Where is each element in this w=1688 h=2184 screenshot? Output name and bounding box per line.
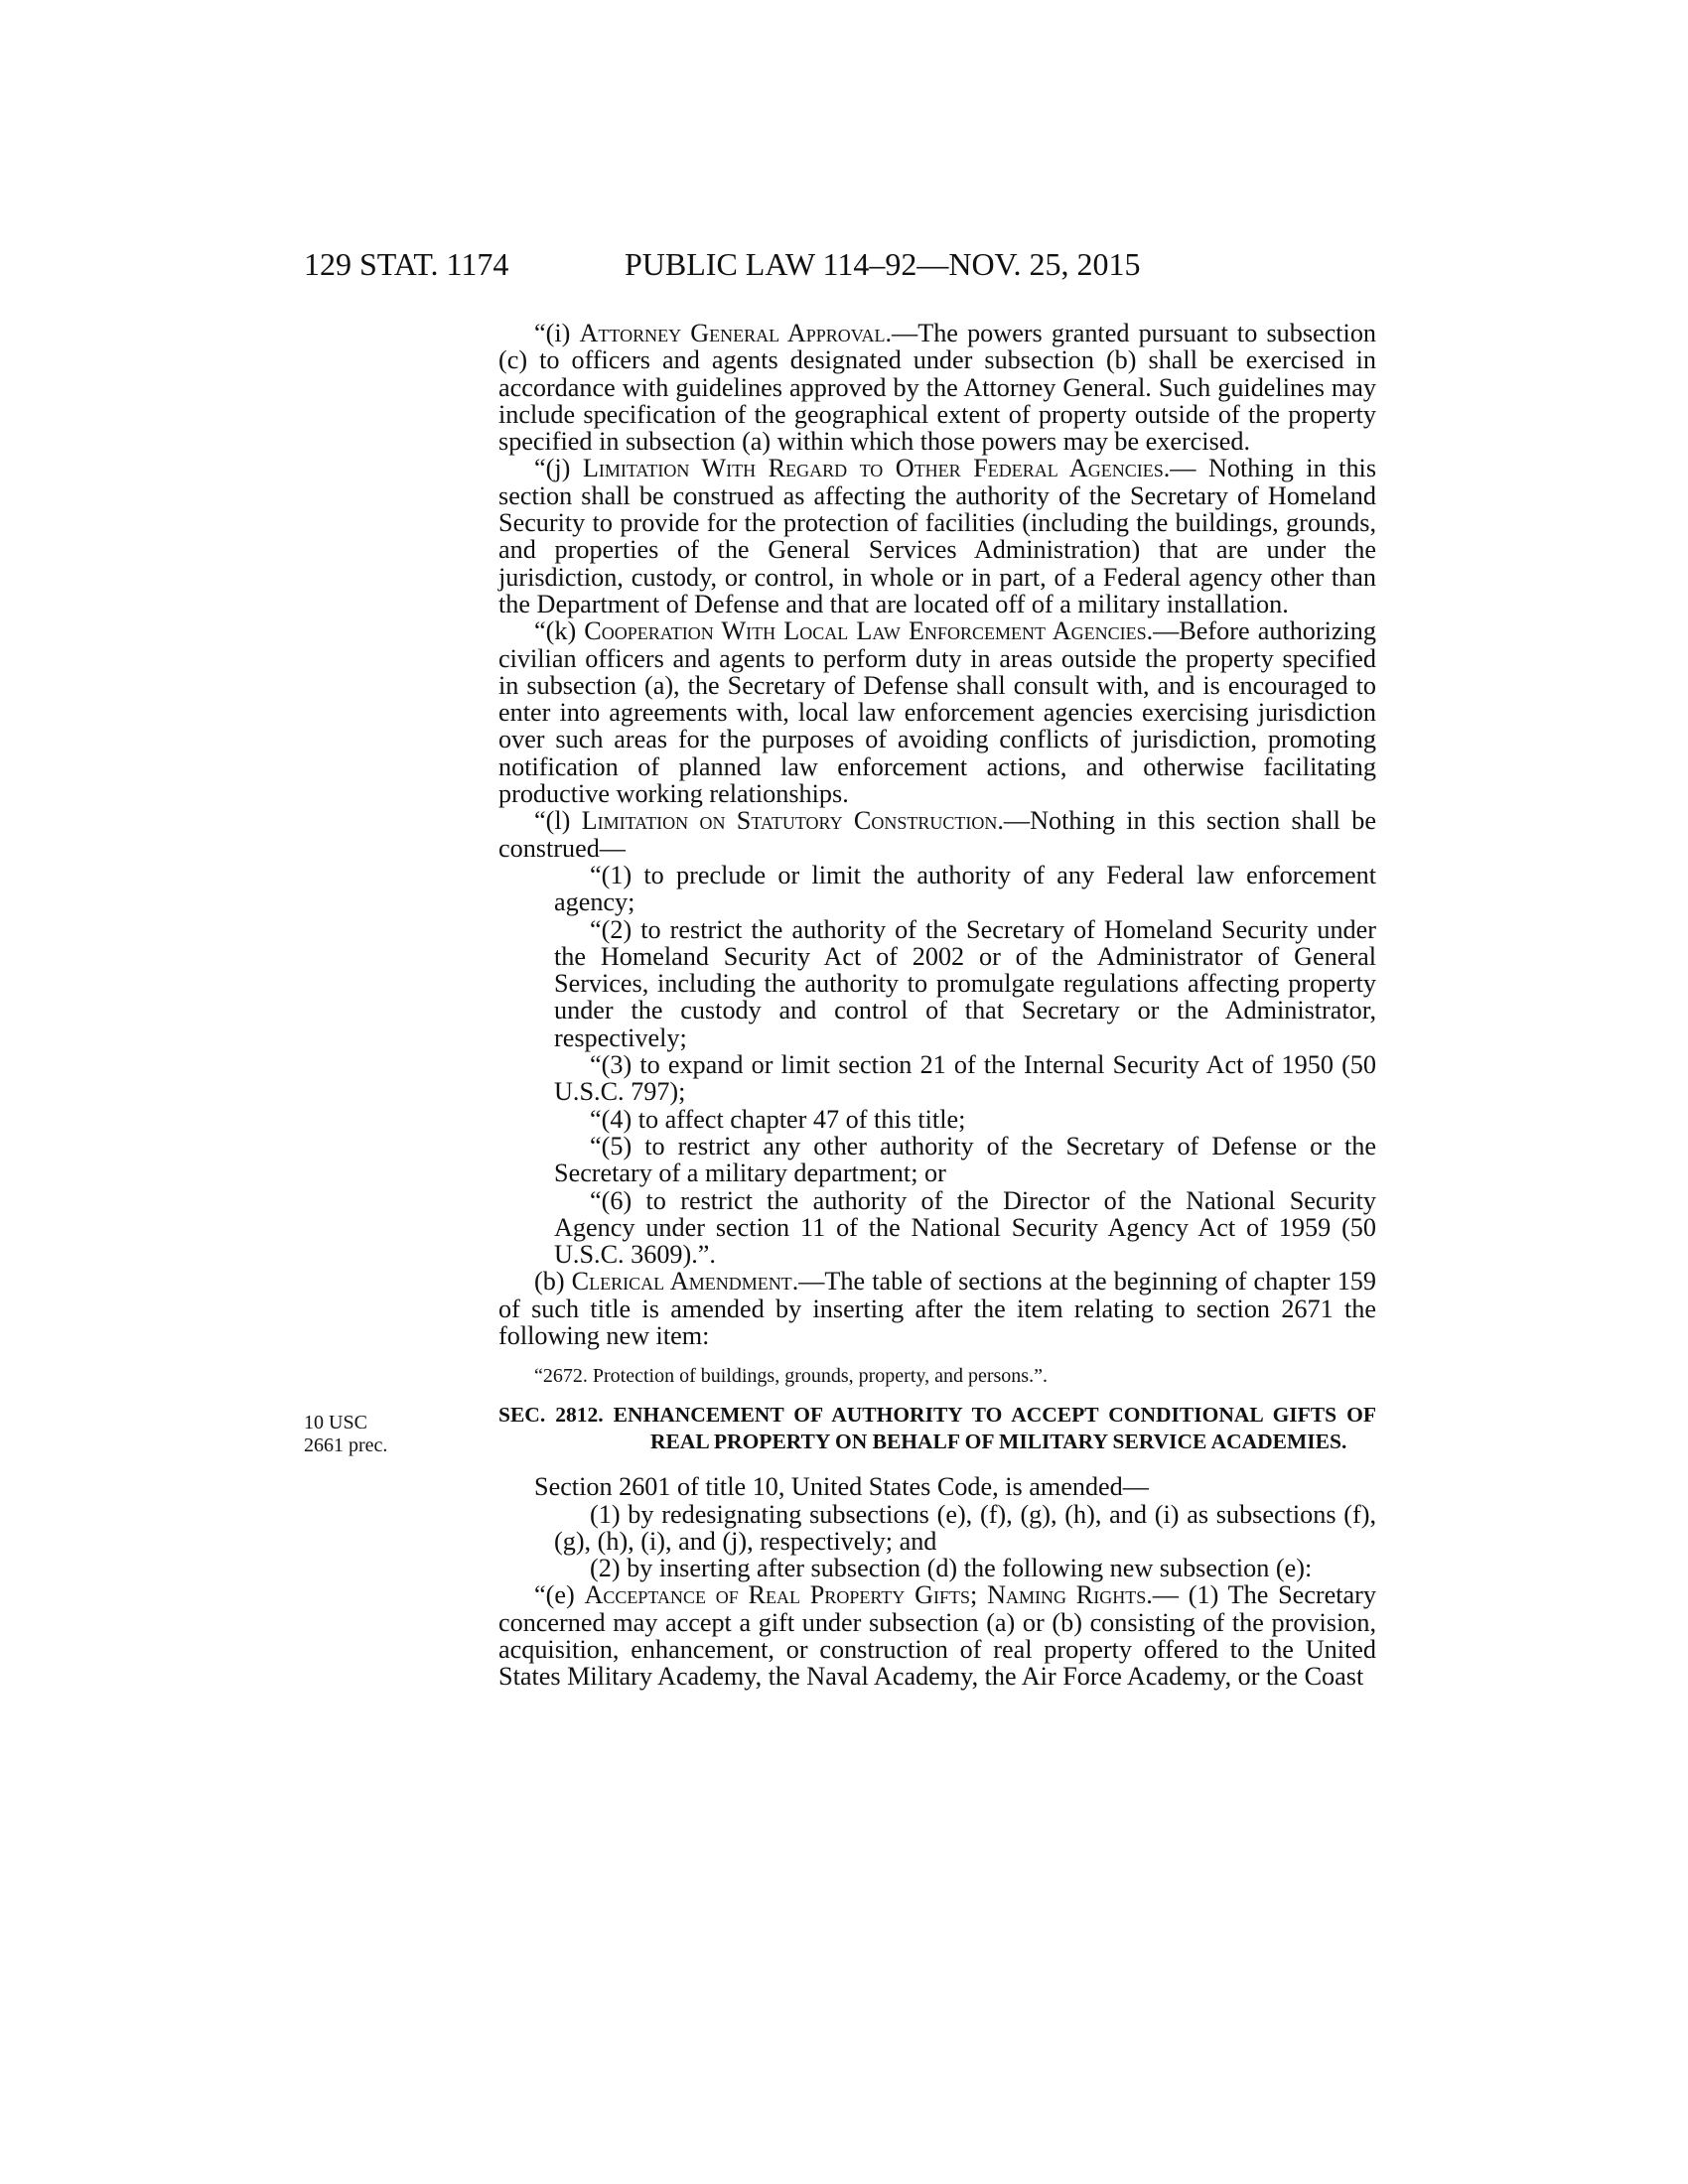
paragraph-l-4: “(4) to affect chapter 47 of this title; [590,1104,966,1134]
running-title: PUBLIC LAW 114–92—NOV. 25, 2015 [625,246,1141,282]
paragraph-l-1: “(1) to preclude or limit the authority of any Federal law enforcement agency; [554,860,1376,917]
subsection-i-text: .—The powers granted pursuant to subsection (c) to officers and agents designated under subsection (b) shall be exercised in accordance with guidelines approved by the Attorney General. Such guidelines may include specification of the geographical extent of property outside of the property specified in subsection (a) within which those powers may be exercised. [498,319,1377,457]
subsection-e [498,1581,1376,1690]
paragraph-l-5: “(5) to restrict any other authority of the Secretary of Defense or the Secretary of a military department; or [554,1131,1376,1188]
subsection-k-label: “(k) [534,616,585,646]
subsection-j [498,455,1376,617]
subsection-i-label: “(i) [534,319,580,347]
subsection-b [498,1268,1376,1349]
subsection-b-heading: Clerical Amendment [571,1267,792,1297]
marginal-note-line1: 10 USC [304,1412,367,1433]
paragraph-l-3: “(3) to expand or limit section 21 of the Internal Security Act of 1950 (50 U.S.C. 797); [554,1050,1376,1107]
subsection-b-text: .—The table of sections at the beginning of chapter 159 of such title is amended by inserting after the item relating to section 2671 the following new item: [498,1267,1376,1350]
page-header [304,246,1376,286]
marginal-note [304,1412,387,1457]
subsection-i-heading: Attorney General Approval [579,319,886,347]
subsection-e-heading: Acceptance of Real Property Gifts; Naming Rights [584,1580,1147,1610]
subsection-l-heading: Limitation on Statutory Construction [581,806,998,836]
amendment-2: (2) by inserting after subsection (d) the following new subsection (e): [590,1554,1313,1583]
table-of-sections-item: “2672. Protection of buildings, grounds, property, and persons.”. [534,1365,1048,1388]
subsection-e-label: “(e) [534,1580,585,1610]
paragraph-l-6: “(6) to restrict the authority of the Director of the National Security Agency under section 11 of the National Security Agency Act of 1959 (50 U.S.C. 3609).”. [554,1185,1376,1270]
amendment-1: (1) by redesignating subsections (e), (f), (g), (h), and (i) as subsections (f), (g), (h), (i), and (j), respectively; and [554,1499,1376,1556]
section-heading: SEC. 2812. ENHANCEMENT OF AUTHORITY TO ACCEPT CONDITIONAL GIFTS OF REAL PROPERTY ON BEHALF OF MILITARY SERVICE ACADEMIES. [498,1403,1376,1454]
marginal-note-line2: 2661 prec. [304,1434,388,1456]
section-intro: Section 2601 of title 10, United States Code, is amended— [534,1472,1149,1502]
subsection-e-text: .— (1) The Secretary concerned may accept a gift under subsection (a) or (b) consisting of the provision, acquisition, enhancement, or construction of real property offered to the United States Military Academy, the Naval Academy, the Air Force Academy, or the Coast [498,1580,1376,1692]
subsection-k-text: .—Before authorizing civilian officers and agents to perform duty in areas outside the property specified in subsection (a), the Secretary of Defense shall consult with, and is encouraged to enter into agreements with, local law enforcement agencies exercising jurisdiction over such areas for the purposes of avoiding conflicts of jurisdiction, promoting notification of planned law enforcement actions, and otherwise facilitating productive working relationships. [498,616,1376,809]
subsection-b-label: (b) [534,1267,572,1297]
subsection-j-text: .— Nothing in this section shall be construed as affecting the authority of the Secretary of Homeland Security to provide for the protection of facilities (including the buildings, grounds, and properties of the General Services Administration) that are under the jurisdiction, custody, or control, in whole or in part, of a Federal agency other than the Department of Defense and that are located off of a military installation. [498,454,1377,618]
subsection-k [498,617,1376,807]
subsection-k-heading: Cooperation With Local Law Enforcement Agencies [584,616,1147,646]
subsection-l-label: “(l) [534,806,582,836]
paragraph-l-2: “(2) to restrict the authority of the Secretary of Homeland Security under the Homeland Security Act of 2002 or of the Administrator of General Services, including the authority to promulgate regulations affecting property under the custody and control of that Secretary or the Administrator, respectively; [554,914,1376,1052]
subsection-l-text: .—Nothing in this section shall be construed— [498,806,1376,863]
subsection-i [498,320,1376,455]
subsection-j-heading: Limitation With Regard to Other Federal Agencies [582,454,1164,483]
document-body [498,320,1376,1691]
subsection-l [498,807,1376,862]
subsection-j-label: “(j) [534,454,583,483]
statute-page-number: 129 STAT. 1174 [304,246,509,282]
